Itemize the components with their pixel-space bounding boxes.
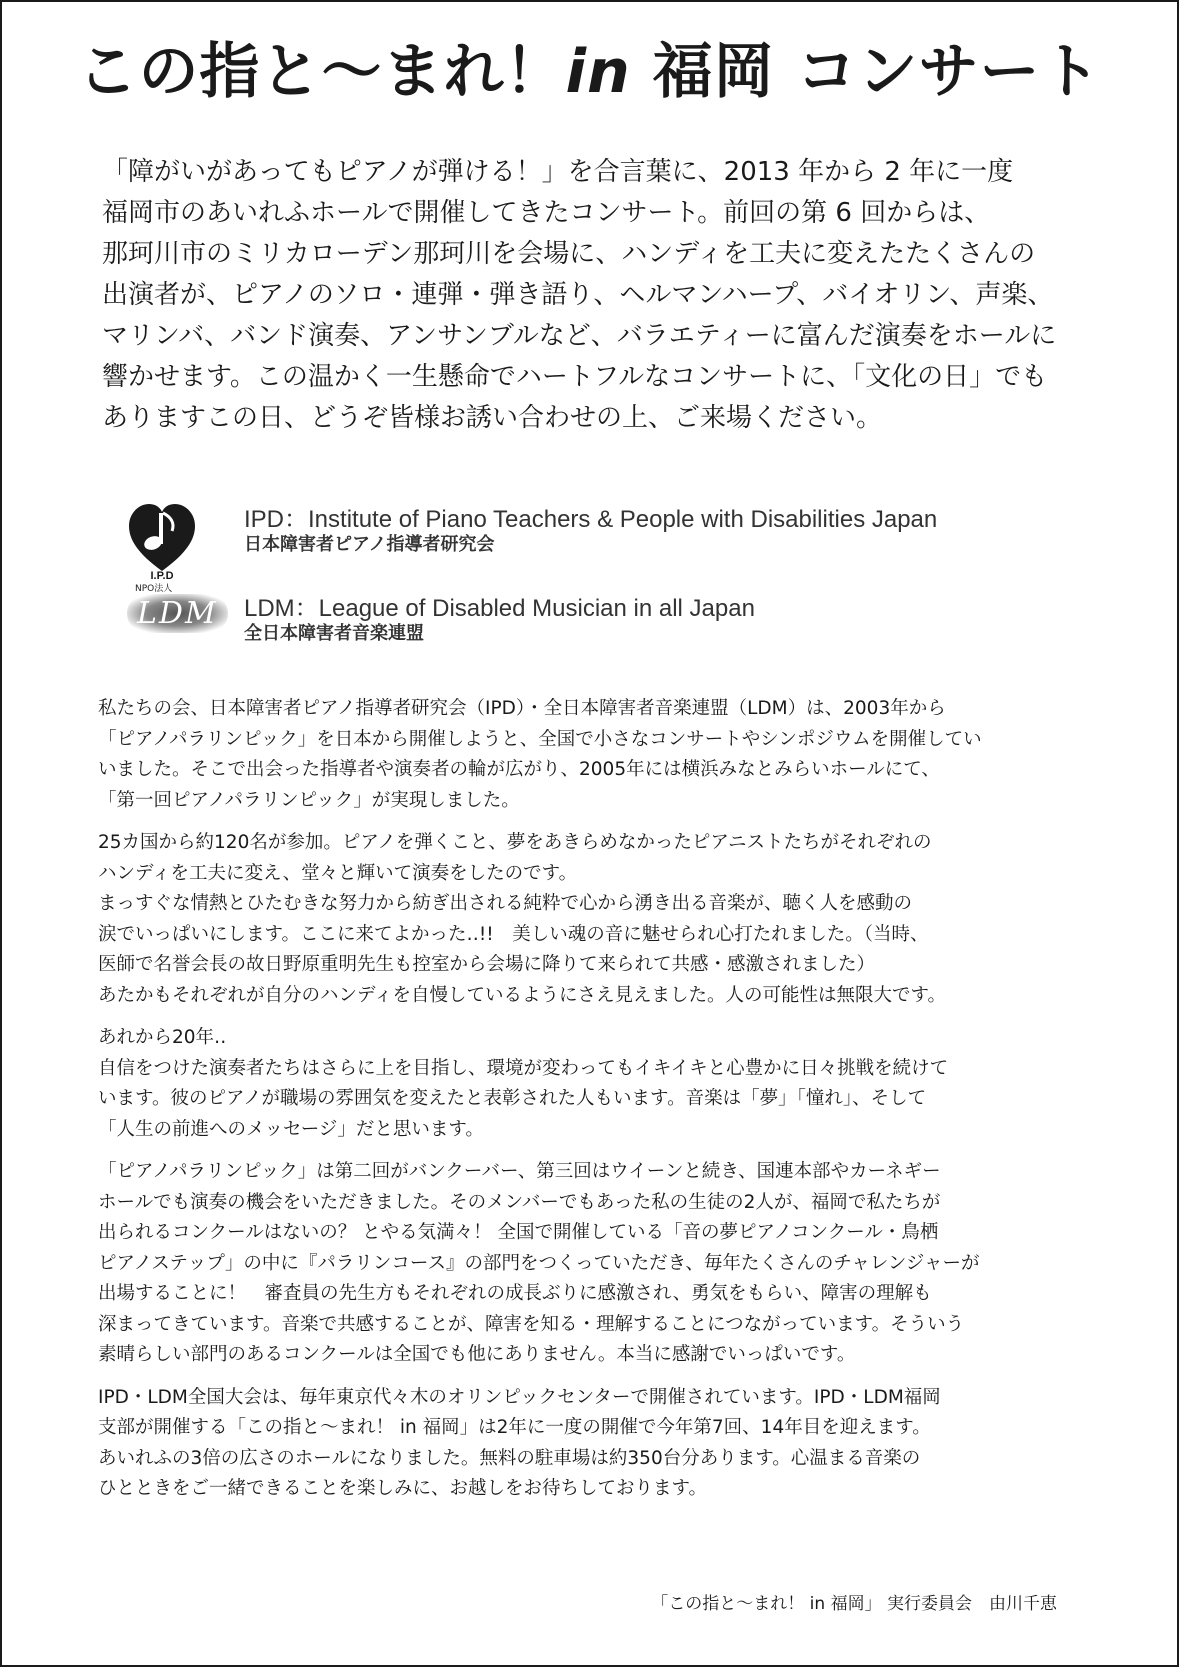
body-line: 素晴らしい部門のあるコンクールは全国でも他にありません。本当に感謝でいっぱいです。 bbox=[98, 1344, 856, 1365]
intro-text bbox=[102, 152, 1092, 439]
body-line: あたかもそれぞれが自分のハンディを自慢しているようにさえ見えました。人の可能性は無限大です。 bbox=[98, 984, 947, 1006]
body-line: 支部が開催する「この指と〜まれ！ in 福岡」は2年に一度の開催で今年第7回、14年目を迎えます。 bbox=[98, 1417, 931, 1438]
body-paragraph bbox=[98, 1383, 1098, 1505]
body-line: 「ピアノパラリンピック」を日本から開催しようと、全国で小さなコンサートやシンポジウムを開催してい bbox=[98, 728, 982, 750]
body-line: 「人生の前進へのメッセージ」だと思います。 bbox=[98, 1118, 484, 1140]
body-line: 涙でいっぱいにします。ここに来てよかった‥!! 美しい魂の音に魅せられ心打たれました。（当時、 bbox=[98, 923, 929, 945]
body-line: います。彼のピアノが職場の雰囲気を変えたと表彰された人もいます。音楽は「夢」「憧れ」、そして bbox=[98, 1088, 927, 1109]
title-part1: この指と〜まれ！ bbox=[77, 37, 566, 107]
body-text bbox=[98, 694, 1098, 1517]
body-line: 私たちの会、日本障害者ピアノ指導者研究会（IPD）・全日本障害者音楽連盟（LDM）は、2003年から bbox=[98, 698, 946, 719]
intro-line: 「障がいがあってもピアノが弾ける！」を合言葉に、2013 年から 2 年に一度 bbox=[102, 157, 1014, 187]
ipd-logo bbox=[127, 499, 197, 594]
intro-line: マリンバ、バンド演奏、アンサンブルなど、バラエティーに富んだ演奏をホールに bbox=[102, 321, 1057, 351]
ipd-logo-caption: NPO法人 bbox=[135, 584, 173, 594]
org-ipd bbox=[127, 499, 1087, 594]
body-line: ピアノステップ」の中に『パラリンコース』の部門をつくっていただき、毎年たくさんのチャレンジャーが bbox=[98, 1252, 980, 1274]
body-line: ひとときをご一緒できることを楽しみに、お越しをお待ちしております。 bbox=[98, 1478, 708, 1499]
body-paragraph bbox=[98, 1023, 1098, 1145]
body-line: 出場することに！ 審査員の先生方もそれぞれの成長ぶりに感激され、勇気をもらい、障害の理解も bbox=[98, 1283, 932, 1304]
body-line: あれから20年‥ bbox=[98, 1027, 227, 1048]
intro-line: ありますこの日、どうぞ皆様お誘い合わせの上、ご来場ください。 bbox=[102, 403, 883, 433]
intro-line: 出演者が、ピアノのソロ・連弾・弾き語り、ヘルマンハープ、バイオリン、声楽、 bbox=[102, 280, 1054, 310]
org-ldm bbox=[127, 588, 1087, 648]
ldm-name-en: LDM：League of Disabled Musician in all Japan bbox=[244, 595, 755, 622]
body-line: 25カ国から約120名が参加。ピアノを弾くこと、夢をあきらめなかったピアニストたちがそれぞれの bbox=[98, 832, 932, 853]
body-line: ハンディを工夫に変え、堂々と輝いて演奏をしたのです。 bbox=[98, 862, 578, 884]
ldm-name-jp: 全日本障害者音楽連盟 bbox=[244, 623, 424, 644]
body-line: 出られるコンクールはないの？ とやる気満々！ 全国で開催している「音の夢ピアノコンクール・鳥栖 bbox=[98, 1222, 939, 1243]
intro-line: 福岡市のあいれふホールで開催してきたコンサート。前回の第 6 回からは、 bbox=[102, 198, 991, 228]
body-line: まっすぐな情熱とひたむきな努力から紡ぎ出される純粋で心から湧き出る音楽が、聴く人を感動の bbox=[98, 893, 913, 914]
body-paragraph bbox=[98, 828, 1098, 1011]
title-part2: 福岡 コンサート bbox=[652, 37, 1102, 107]
body-paragraph bbox=[98, 694, 1098, 816]
heart-note-icon bbox=[127, 499, 197, 581]
ipd-name-en: IPD：Institute of Piano Teachers & People with Disabilities Japan bbox=[244, 506, 938, 533]
body-paragraph bbox=[98, 1157, 1098, 1371]
body-line: 自信をつけた演奏者たちはさらに上を目指し、環境が変わってもイキイキと心豊かに日々挑戦を続けて bbox=[98, 1057, 949, 1079]
body-line: 深まってきています。音楽で共感することが、障害を知る・理解することにつながっています。そういう bbox=[98, 1313, 965, 1335]
ldm-logo-text: LDM bbox=[127, 594, 228, 633]
body-line: IPD・LDM全国大会は、毎年東京代々木のオリンピックセンターで開催されています。IPD・LDM福岡 bbox=[98, 1386, 941, 1408]
ldm-logo bbox=[127, 596, 228, 632]
intro-line: 那珂川市のミリカローデン那珂川を会場に、ハンディを工夫に変えたたくさんの bbox=[102, 239, 1036, 269]
body-line: あいれふの3倍の広さのホールになりました。無料の駐車場は約350台分あります。心温まる音楽の bbox=[98, 1447, 921, 1469]
body-line: 「ピアノパラリンピック」は第二回がバンクーバー、第三回はウイーンと続き、国連本部やカーネギー bbox=[98, 1161, 941, 1182]
body-line: ホールでも演奏の機会をいただきました。そのメンバーでもあった私の生徒の2人が、福岡で私たちが bbox=[98, 1191, 941, 1213]
page-title bbox=[2, 37, 1177, 107]
intro-line: 響かせます。この温かく一生懸命でハートフルなコンサートに、「文化の日」でも bbox=[102, 362, 1048, 392]
signature: 「この指と〜まれ！ in 福岡」 実行委員会 由川千恵 bbox=[651, 1594, 1057, 1614]
ipd-name-jp: 日本障害者ピアノ指導者研究会 bbox=[244, 534, 495, 555]
ipd-logo-text: I.P.D bbox=[150, 570, 174, 581]
body-line: いました。そこで出会った指導者や演奏者の輪が広がり、2005年には横浜みなとみらいホールにて、 bbox=[98, 759, 940, 780]
title-in: in bbox=[565, 37, 631, 107]
body-line: 「第一回ピアノパラリンピック」が実現しました。 bbox=[98, 789, 520, 811]
body-line: 医師で名誉会長の故日野原重明先生も控室から会場に降りて来られて共感・感激されました） bbox=[98, 954, 876, 975]
